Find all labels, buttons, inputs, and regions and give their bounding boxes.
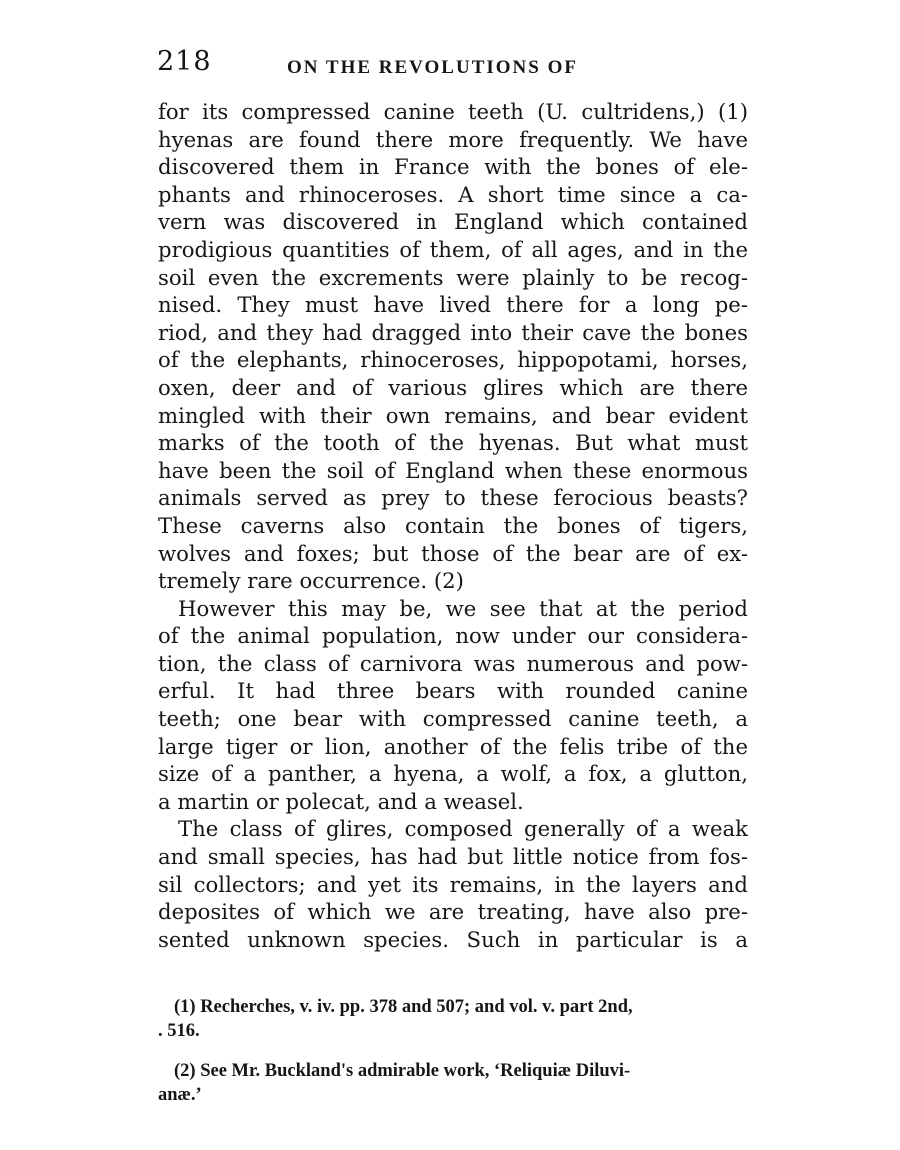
- footnote-1-line-1: (1) Recherches, v. iv. pp. 378 and 507; and vol. v. part 2nd,: [174, 997, 633, 1017]
- paragraph-start-line: However this may be, we see that at the period: [178, 595, 748, 621]
- text-line: vern was discovered in England which contained: [158, 209, 748, 235]
- text-line: sil collectors; and yet its remains, in the layers and: [158, 871, 748, 897]
- page-number: 218: [157, 46, 212, 77]
- text-line: and small species, has had but little notice from fos-: [158, 844, 748, 870]
- paragraph-end-line: a martin or polecat, and a weasel.: [158, 788, 524, 814]
- text-line: oxen, deer and of various glires which are there: [158, 374, 748, 400]
- text-line: of the animal population, now under our considera-: [158, 623, 748, 649]
- text-line: hyenas are found there more frequently. We have: [158, 126, 748, 152]
- text-line: phants and rhinoceroses. A short time since a ca-: [158, 181, 748, 207]
- footnote-spacer: [174, 1043, 749, 1059]
- text-line: for its compressed canine teeth (U. cultridens,) (1): [158, 99, 748, 124]
- footnote-2-line-2: anæ.’: [158, 1085, 202, 1105]
- body-text: [158, 98, 748, 953]
- text-line: large tiger or lion, another of the felis tribe of the: [158, 733, 748, 759]
- text-line: marks of the tooth of the hyenas. But what must: [158, 430, 748, 456]
- text-line: nised. They must have lived there for a long pe-: [158, 292, 748, 318]
- text-line: wolves and foxes; but those of the bear are of ex-: [158, 540, 748, 566]
- footnote-1-line-2: . 516.: [158, 1021, 200, 1041]
- text-line: prodigious quantities of them, of all ages, and in the: [158, 236, 748, 262]
- text-line: deposites of which we are treating, have also pre-: [158, 899, 748, 925]
- paragraph-end-line: tremely rare occurrence. (2): [158, 568, 464, 594]
- text-line: riod, and they had dragged into their cave the bones: [158, 319, 748, 345]
- text-line: have been the soil of England when these enormous: [158, 457, 748, 483]
- text-line: tion, the class of carnivora was numerous and pow-: [158, 650, 748, 676]
- text-line: animals served as prey to these ferocious beasts?: [158, 485, 748, 511]
- paragraph-start-line: The class of glires, composed generally of a weak: [178, 816, 748, 842]
- text-line: soil even the excrements were plainly to be recog-: [158, 264, 748, 290]
- text-line: discovered them in France with the bones of ele-: [158, 154, 748, 180]
- footnotes: [158, 995, 749, 1107]
- text-line: These caverns also contain the bones of tigers,: [158, 512, 748, 538]
- running-title: ON THE REVOLUTIONS OF: [287, 57, 578, 78]
- running-head: [157, 46, 747, 86]
- text-line: erful. It had three bears with rounded canine: [158, 678, 748, 704]
- text-line: sented unknown species. Such in particular is a: [158, 926, 748, 952]
- text-line: teeth; one bear with compressed canine teeth, a: [158, 706, 748, 732]
- text-line: size of a panther, a hyena, a wolf, a fox, a glutton,: [158, 761, 748, 787]
- text-line: mingled with their own remains, and bear evident: [158, 402, 748, 428]
- text-line: of the elephants, rhinoceroses, hippopotami, horses,: [158, 347, 748, 373]
- footnote-2-line-1: (2) See Mr. Buckland's admirable work, ‘Reliquiæ Diluvi-: [174, 1061, 631, 1081]
